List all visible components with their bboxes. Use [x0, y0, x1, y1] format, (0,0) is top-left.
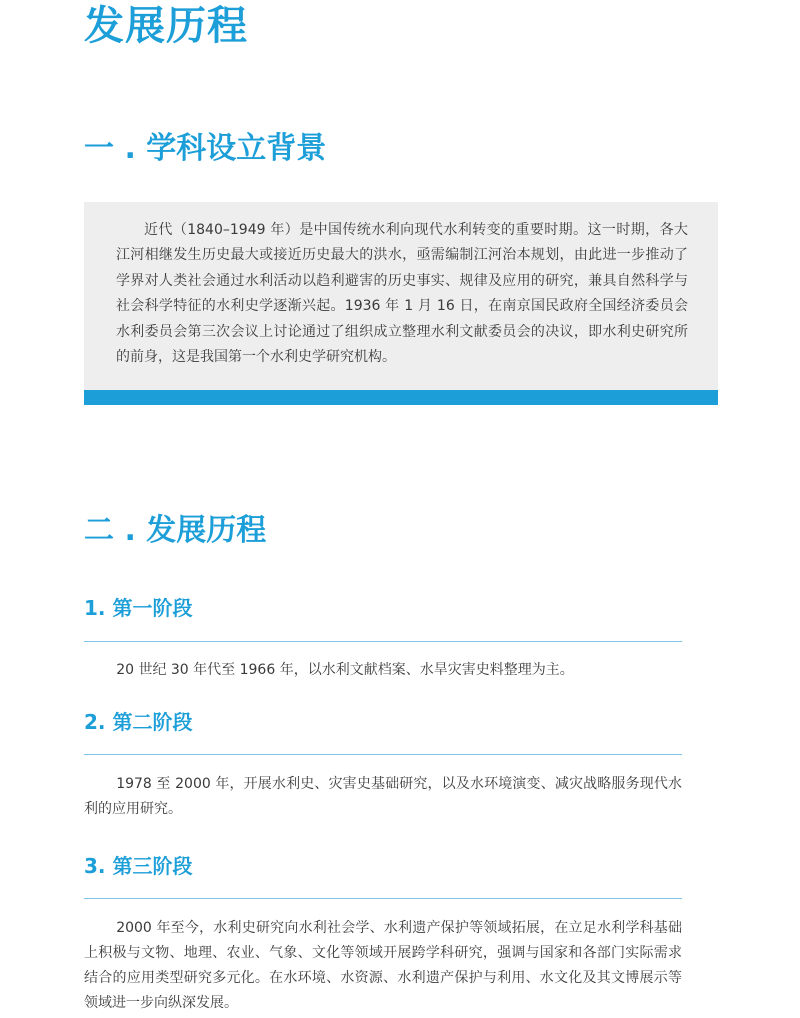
stage-1-title: 1. 第一阶段	[84, 596, 193, 620]
stage-2-paragraph: 1978 至 2000 年，开展水利史、灾害史基础研究，以及水环境演变、减灾战略服务现代水利的应用研究。	[84, 776, 682, 817]
stage-1-divider	[84, 641, 682, 642]
accent-bar	[84, 390, 718, 405]
section-title-background: 一 . 学科设立背景	[84, 131, 327, 166]
background-paragraph: 近代（1840–1949 年）是中国传统水利向现代水利转变的重要时期。这一时期，各大江河相继发生历史最大或接近历史最大的洪水，亟需编制江河治本规划，由此进一步推动了学界对人类社会通过水利活动以趋利避害的历史事实、规律及应用的研究，兼具自然科学与社会科学特征的水利史学逐渐兴起。1936 年 1 月 16 日，在南京国民政府全国经济委员会水利委员会第三次会议上讨论通过了组织成立整理水利文献委员会的决议，即水利史研究所的前身，这是我国第一个水利史学研究机构。	[116, 222, 688, 366]
stage-3-paragraph: 2000 年至今，水利史研究向水利社会学、水利遗产保护等领域拓展，在立足水利学科基础上积极与文物、地理、农业、气象、文化等领域开展跨学科研究，强调与国家和各部门实际需求结合的应用类型研究多元化。在水环境、水资源、水利遗产保护与利用、水文化及其文博展示等领域进一步向纵深发展。	[84, 920, 682, 1011]
page-title: 发展历程	[84, 3, 248, 49]
stage-1-paragraph: 20 世纪 30 年代至 1966 年，以水利文献档案、水旱灾害史料整理为主。	[116, 662, 574, 678]
stage-3-title: 3. 第三阶段	[84, 854, 193, 878]
stage-2-title: 2. 第二阶段	[84, 710, 193, 734]
section-title-history: 二 . 发展历程	[84, 513, 267, 548]
stage-2-divider	[84, 754, 682, 755]
stage-3-divider	[84, 898, 682, 899]
